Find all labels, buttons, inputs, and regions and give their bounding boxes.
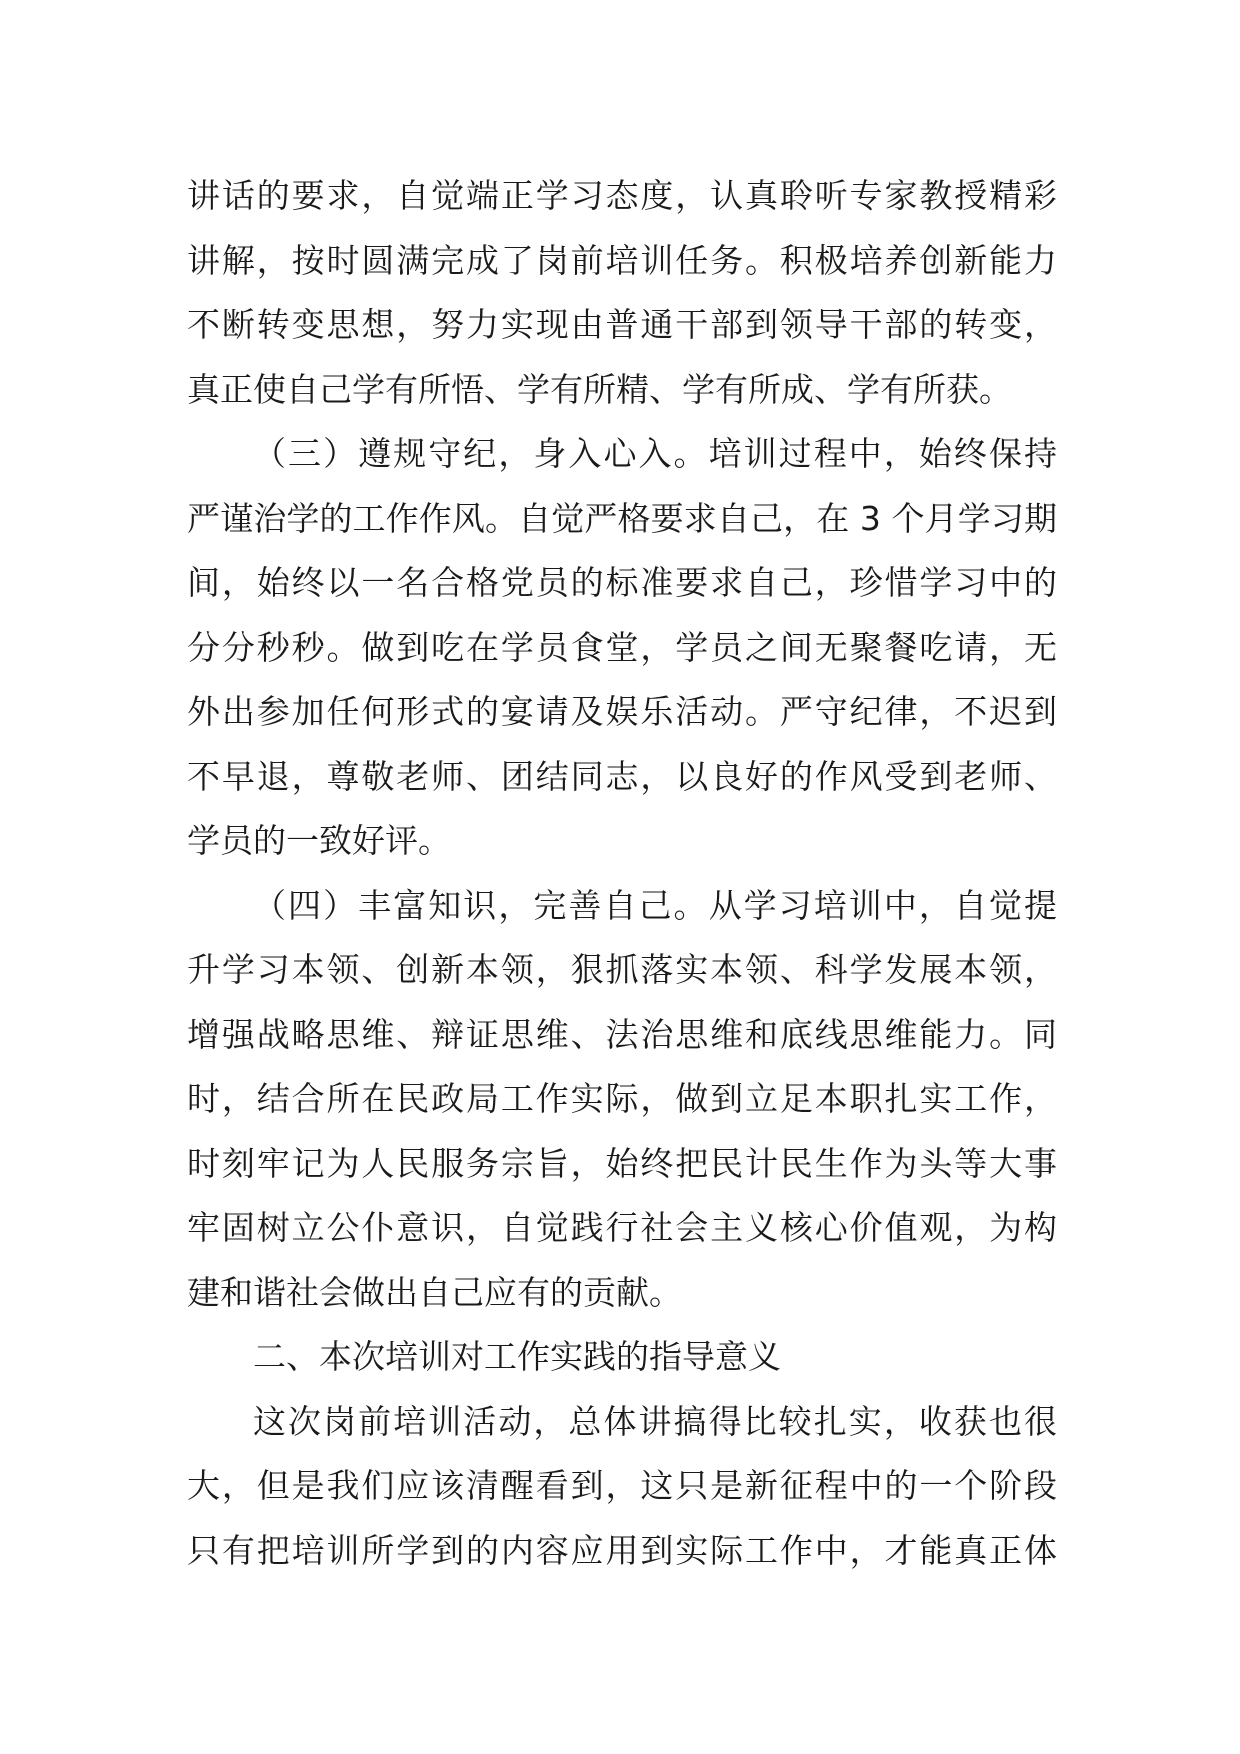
text-line: 建和谐社会做出自己应有的贡献。 — [187, 1272, 682, 1312]
text-line: 间，始终以一名合格党员的标准要求自己，珍惜学习中的 — [187, 563, 1057, 602]
text-line: 这次岗前培训活动，总体讲搞得比较扎实，收获也很 — [253, 1401, 1057, 1441]
text-line: 真正使自己学有所悟、学有所精、学有所成、学有所获。 — [187, 369, 1012, 409]
text-line: 牢固树立公仆意识，自觉践行社会主义核心价值观，为构 — [187, 1208, 1057, 1247]
text-line: 只有把培训所学到的内容应用到实际工作中，才能真正体 — [187, 1530, 1057, 1570]
paragraph-heading-line: （四）丰富知识，完善自己。从学习培训中，自觉提 — [253, 885, 1057, 925]
text-line: 讲解，按时圆满完成了岗前培训任务。积极培养创新能力 — [187, 240, 1057, 280]
text-line: 外出参加任何形式的宴请及娱乐活动。严守纪律，不迟到 — [187, 692, 1057, 731]
text-line: 学员的一致好评。 — [187, 821, 451, 860]
text-line: 增强战略思维、辩证思维、法治思维和底线思维能力。同 — [187, 1014, 1057, 1054]
text-line: 分分秒秒。做到吃在学员食堂，学员之间无聚餐吃请，无 — [187, 627, 1057, 667]
text-line: 讲话的要求，自觉端正学习态度，认真聆听专家教授精彩 — [187, 176, 1057, 215]
text-line: 不早退，尊敬老师、团结同志，以良好的作风受到老师、 — [187, 756, 1057, 796]
paragraph-heading-line: （三）遵规守纪，身入心入。培训过程中，始终保持 — [253, 434, 1057, 473]
text-line: 不断转变思想，努力实现由普通干部到领导干部的转变， — [187, 305, 1057, 344]
text-line: 时刻牢记为人民服务宗旨，始终把民计民生作为头等大事 — [187, 1143, 1057, 1183]
section-heading: 二、本次培训对工作实践的指导意义 — [253, 1337, 781, 1376]
text-line: 大，但是我们应该清醒看到，这只是新征程中的一个阶段 — [187, 1466, 1057, 1505]
text-line: 升学习本领、创新本领，狠抓落实本领、科学发展本领， — [187, 950, 1057, 989]
text-line: 严谨治学的工作作风。自觉严格要求自己，在 3 个月学习期 — [187, 498, 1057, 538]
document-body — [187, 164, 1057, 1583]
text-line: 时，结合所在民政局工作实际，做到立足本职扎实工作， — [187, 1079, 1057, 1118]
